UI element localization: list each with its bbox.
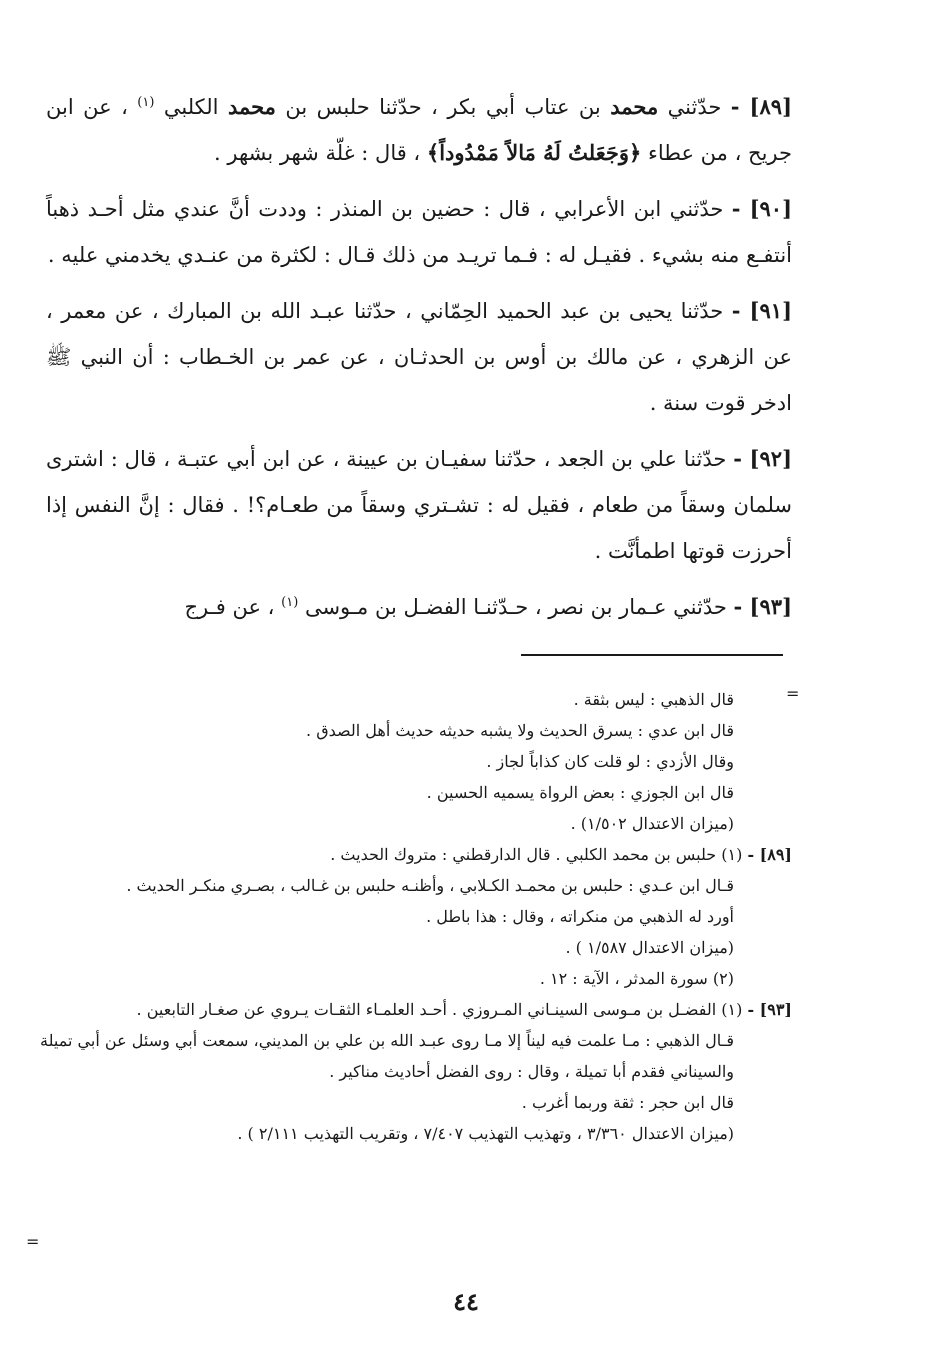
entry-text: ، عن ابن جريح ، من عطاء (46, 95, 792, 165)
entry-91 (46, 288, 792, 426)
footnote-number: [٩٣] - (747, 1000, 792, 1019)
footnote-line: (ميزان الاعتدال ١/٥٨٧ ) . (565, 938, 734, 957)
main-text (46, 84, 792, 640)
narrator-name: محمد (610, 94, 659, 119)
entry-text: حدّثني (658, 95, 731, 119)
footnote-ref: (١) (281, 595, 299, 610)
footnote-line: قـال الذهبي : مـا علمت فيه ليناً إلا مـا روى عبـد الله بن علي بن المديني، سمعت أبي وسئل عن أبي تميلة والسيناني فقدم أبا تميلة ، وقال : روى الفضل أحاديث مناكير . (40, 1031, 735, 1081)
entry-93 (46, 584, 792, 630)
entry-number: [٩٢] - (733, 446, 792, 471)
footnotes (40, 684, 792, 1149)
footnote-text: (١) حلبس بن محمد الكلبي . قال الدارقطني : متروك الحديث . (330, 845, 748, 864)
entry-text: ، قال : غلّة شهر بشهر . (214, 141, 427, 165)
entry-number: [٩٣] - (733, 594, 792, 619)
continuation-mark: = (26, 1232, 40, 1251)
footnote-line: قال ابن عدي : يسرق الحديث ولا يشبه حديثه حديث أهل الصدق . (306, 721, 734, 740)
footnote-89 (40, 839, 792, 870)
entry-text: حدّثنا يحيى بن عبد الحميد الحِمّاني ، حدّثنا عبـد الله بن المبارك ، عن معمر ، عن الزهري ، عن مالك بن أوس بن الحدثـان ، عن عمر بن الخـطاب : أن النبي ﷺ ادخر قوت سنة . (46, 299, 792, 415)
entry-text: حدّثني ابن الأعرابي ، قال : حضين بن المنذر : وددت أنَّ عندي مثل أحـد ذهباً أنتفـع منه بشيء . فقيـل له : فـما تريـد من ذلك قـال : لكثرة من عنـدي يخدمني عليه . (46, 197, 792, 267)
entry-number: [٨٩] - (730, 94, 792, 119)
footnote-line: قال الذهبي : ليس بثقة . (573, 690, 734, 709)
page-number: ٤٤ (453, 1287, 479, 1316)
footnote-line: قال ابن حجر : ثقة وربما أغرب . (521, 1093, 734, 1112)
footnote-line: (ميزان الاعتدال ١/٥٠٢) . (570, 814, 734, 833)
entry-90 (46, 186, 792, 278)
footnote-ref: (١) (137, 95, 155, 110)
footnote-line: أورد له الذهبي من منكراته ، وقال : هذا باطل . (426, 907, 734, 926)
entry-text: ، عن فـرج (184, 595, 282, 619)
entry-number: [٩٠] - (731, 196, 792, 221)
footnote-line: وقال الأزدي : لو قلت كان كذاباً لجاز . (486, 752, 734, 771)
footnote-divider (521, 654, 783, 656)
entry-92 (46, 436, 792, 574)
entry-text: حدّثني عـمار بن نصر ، حـدّثنـا الفضـل بن مـوسى (298, 595, 734, 619)
footnote-line: (ميزان الاعتدال ٣/٣٦٠ ، وتهذيب التهذيب ٧/٤٠٧ ، وتقريب التهذيب ٢/١١١ ) . (237, 1124, 734, 1143)
entry-text: الكلبي (154, 95, 228, 119)
quran-quote: ﴿وَجَعَلتُ لَهُ مَالاً مَمْدُوداً﴾ (426, 140, 642, 165)
footnote-line: قال ابن الجوزي : بعض الرواة يسميه الحسين . (426, 783, 734, 802)
entry-number: [٩١] - (731, 298, 792, 323)
footnote-text: (١) الفضـل بن مـوسى السينـاني المـروزي . أحـد العلمـاء الثقـات يـروي عن صغـار التابعين . (136, 1000, 748, 1019)
continuation-mark: = (786, 684, 800, 703)
footnote-number: [٨٩] - (747, 845, 792, 864)
entry-89 (46, 84, 792, 176)
narrator-name: محمد (227, 94, 276, 119)
entry-text: بن عتاب أبي بكر ، حدّثنا حلبس بن (275, 95, 611, 119)
footnote-93 (40, 994, 792, 1025)
footnote-line: قـال ابن عـدي : حلبس بن محمـد الكـلابي ، وأظنـه حلبس بن غـالب ، بصـري منكـر الحديث . (126, 876, 734, 895)
footnote-line: (٢) سورة المدثر ، الآية : ١٢ . (539, 969, 734, 988)
entry-text: حدّثنا علي بن الجعد ، حدّثنا سفيـان بن عيينة ، عن ابن أبي عتبـة ، قال : اشترى سلمان وسقاً من طعام ، فقيل له : تشـتري وسقاً من طعـام؟! . فقال : إنَّ النفس إذا أحرزت قوتها اطمأنَّت . (46, 447, 792, 563)
